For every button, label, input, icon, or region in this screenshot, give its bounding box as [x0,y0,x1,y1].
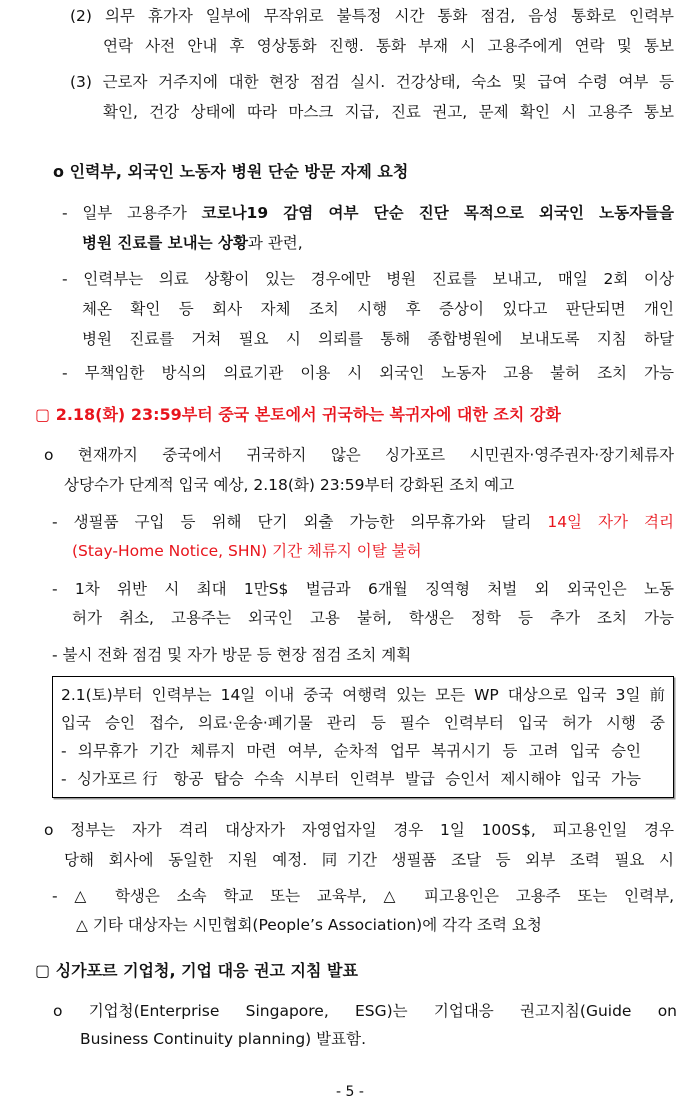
hospital-bullet-2-line-3: 병원 진료를 거쳐 필요 시 의뢰를 통해 종합병원에 보내도록 지침 하달 [82,330,674,348]
item-3-line-1: (3) 근로자 거주지에 대한 현장 점검 실시. 건강상태, 숙소 및 급여 수령 여부 등 [70,73,674,91]
item-2-line-1: (2) 의무 휴가자 일부에 무작위로 불특정 시간 통화 점검, 음성 통화로 인력부 [70,7,674,25]
support-bullet-1-line-1: - △ 학생은 소속 학교 또는 교육부, △ 피고용인은 고용주 또는 인력부, [52,887,674,905]
returnee-bullet-3: - 불시 전화 점검 및 자가 방문 등 현장 점검 조치 계획 [52,646,412,664]
returnee-bullet-2-line-1: - 1차 위반 시 최대 1만S$ 벌금과 6개월 징역형 처벌 외 외국인은 노동 [52,580,674,598]
esg-o1-line-1: o 기업청(Enterprise Singapore, ESG)는 기업대응 권고지침(Guide on [53,1002,677,1020]
returnee-o1-line-2: 상당수가 단계적 입국 예상, 2.18(화) 23:59부터 강화된 조치 예고 [64,476,515,494]
returnee-bullet-1-line-2: (Stay-Home Notice, SHN) 기간 체류지 이탈 불허 [72,542,422,560]
hospital-bullet-1-line-2 [82,233,303,253]
returnee-bullet-1-prefix: - 생필품 구입 등 위해 단기 외출 가능한 의무휴가와 달리 [52,513,548,531]
hospital-bullet-1-prefix: - 일부 고용주가 [62,204,202,222]
returnee-heading: ▢ 2.18(화) 23:59부터 중국 본토에서 귀국하는 복귀자에 대한 조치 강화 [35,405,561,424]
support-bullet-1-line-2: △ 기타 대상자는 시민협회(People’s Association)에 각각 조력 요청 [76,916,542,934]
support-o1-line-2: 당해 회사에 동일한 지원 예정. 同기간 생필품 조달 등 외부 조력 필요 시 [64,851,674,869]
hospital-heading: o 인력부, 외국인 노동자 병원 단순 방문 자제 요청 [53,162,409,181]
item-2-line-2: 연락 사전 안내 후 영상통화 진행. 통화 부재 시 고용주에게 연락 및 통보 [103,37,674,55]
hospital-bullet-1-bold: 코로나19 감염 여부 단순 진단 목적으로 외국인 노동자들을 [201,204,674,222]
esg-o1-line-2: Business Continuity planning) 발표함. [80,1030,367,1048]
hospital-bullet-1-line-1 [62,203,674,223]
hospital-bullet-2-line-2: 체온 확인 등 회사 자체 조치 시행 후 증상이 있다고 판단되면 개인 [82,300,674,318]
hospital-bullet-1-bold-2: 병원 진료를 보내는 상황 [82,234,248,252]
returnee-bullet-1-red: 14일 자가 격리 [547,513,674,531]
info-box-line-1: 2.1(토)부터 인력부는 14일 이내 중국 여행력 있는 모든 WP 대상으로 입국 3일 前 [61,686,665,704]
hospital-bullet-3: - 무책임한 방식의 의료기관 이용 시 외국인 노동자 고용 불허 조치 가능 [62,364,674,382]
esg-heading: ▢ 싱가포르 기업청, 기업 대응 권고 지침 발표 [35,961,358,980]
hospital-bullet-1-rest: 과 관련, [247,234,303,252]
hospital-bullet-2-line-1: - 인력부는 의료 상황이 있는 경우에만 병원 진료를 보내고, 매일 2회 이상 [62,270,674,288]
page-number: - 5 - [336,1084,364,1100]
returnee-bullet-1-line-1 [52,512,674,532]
returnee-o1-line-1: o 현재까지 중국에서 귀국하지 않은 싱가포르 시민권자·영주권자·장기체류자 [44,446,674,464]
returnee-bullet-2-line-2: 허가 취소, 고용주는 외국인 고용 불허, 학생은 정학 등 추가 조치 가능 [72,609,674,627]
support-o1-line-1: o 정부는 자가 격리 대상자가 자영업자일 경우 1일 100S$, 피고용인일 경우 [44,821,674,839]
info-box-line-2: 입국 승인 접수, 의료·운송·폐기물 관리 등 필수 인력부터 입국 허가 시행 중 [61,714,665,732]
item-3-line-2: 확인, 건강 상태에 따라 마스크 지급, 진료 권고, 문제 확인 시 고용주 통보 [103,103,674,121]
info-box [52,676,674,798]
info-box-line-4: - 싱가포르行 항공 탑승 수속 시부터 인력부 발급 승인서 제시해야 입국 가능 [61,770,641,788]
info-box-line-3: - 의무휴가 기간 체류지 마련 여부, 순차적 업무 복귀시기 등 고려 입국 승인 [61,742,641,760]
